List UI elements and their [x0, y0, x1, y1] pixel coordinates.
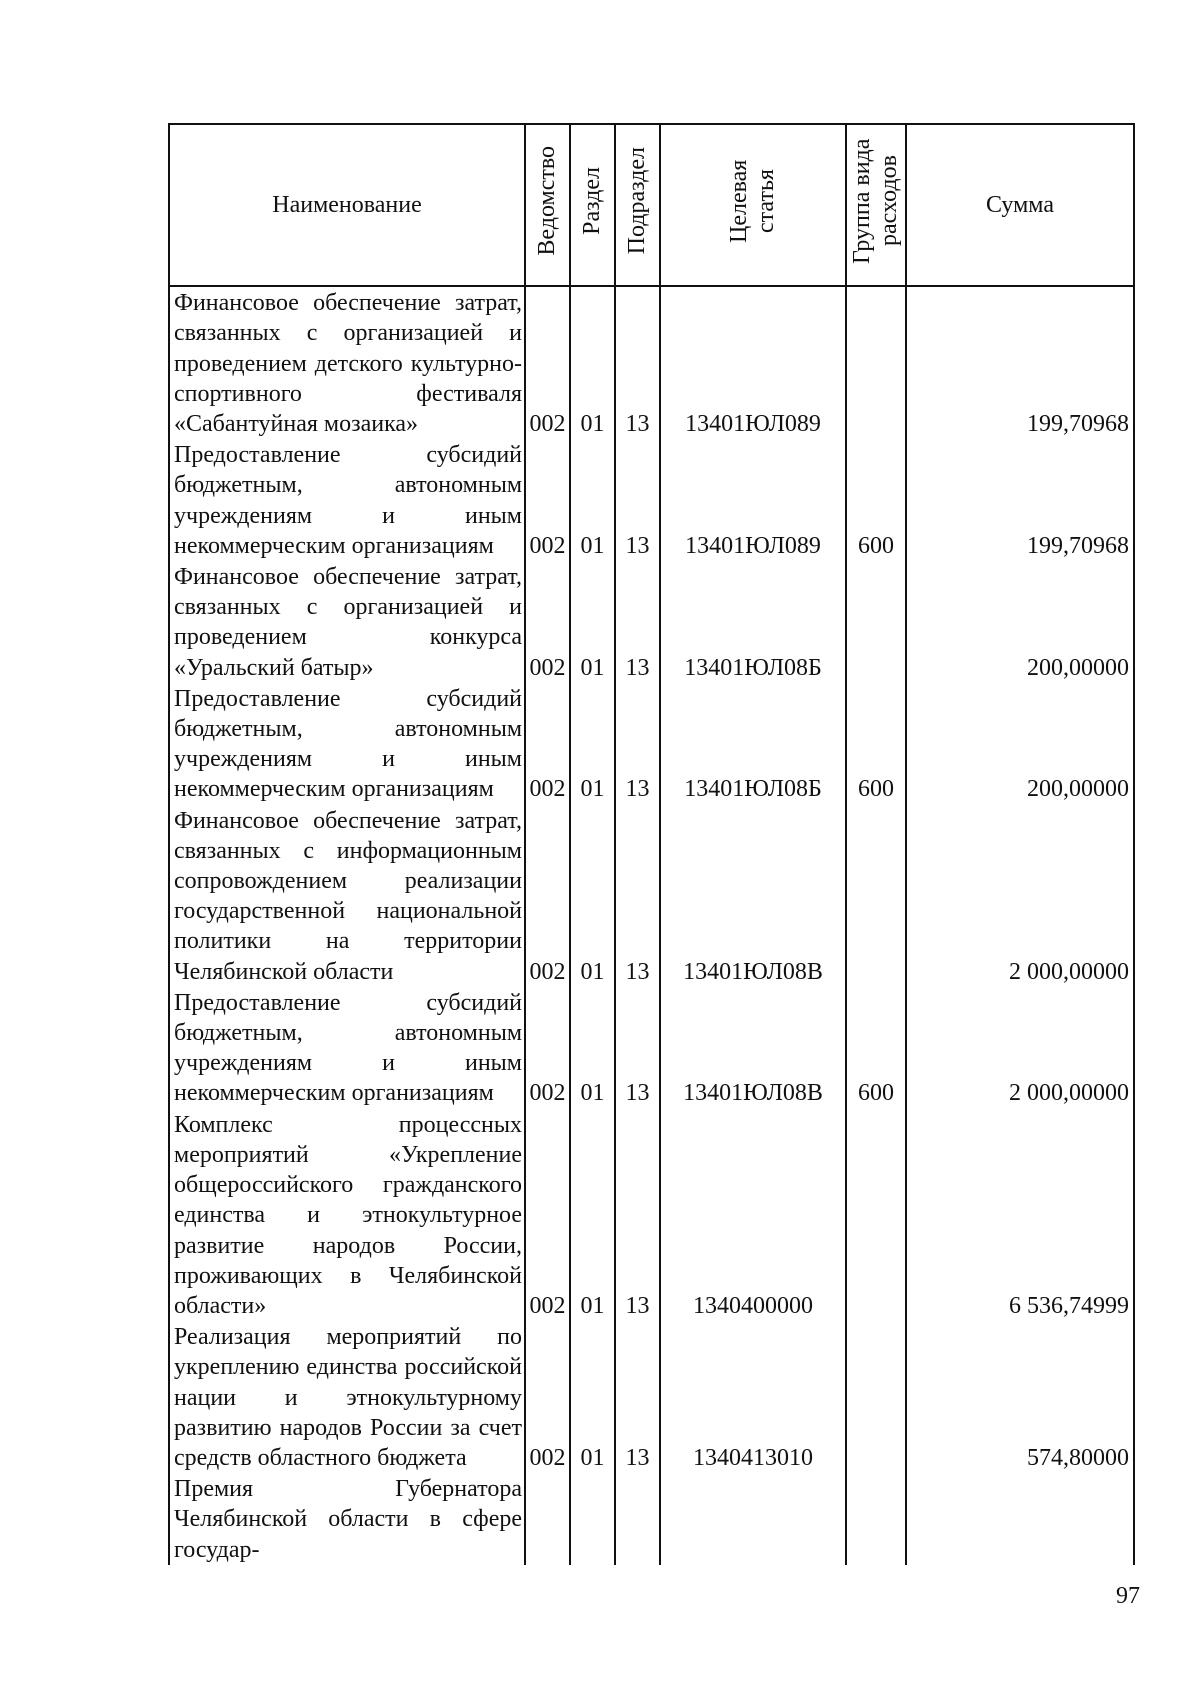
- row-celevaya-statya: 13401ЮЛ08В: [660, 987, 846, 1109]
- row-celevaya-statya: 1340400000: [660, 1109, 846, 1321]
- row-celevaya-statya: 1340413010: [660, 1321, 846, 1473]
- row-celevaya-statya: 13401ЮЛ089: [660, 439, 846, 561]
- row-razdel: 01: [570, 561, 615, 683]
- table-row: [169, 805, 1134, 987]
- row-summa: 574,80000: [906, 1321, 1134, 1473]
- header-vedomstvo: Ведомство: [525, 124, 570, 286]
- row-vedomstvo: 002: [525, 1321, 570, 1473]
- budget-table: [168, 123, 1135, 1565]
- row-name: Предоставление субсидий бюджетным, автономным учреждениям и иным некоммерческим организациям: [169, 683, 525, 805]
- row-gruppa: [846, 1473, 906, 1565]
- row-vedomstvo: 002: [525, 286, 570, 439]
- table-row: [169, 683, 1134, 805]
- header-gruppa-vida-rashodov: Группа вида расходов: [846, 124, 906, 286]
- table-row: [169, 1321, 1134, 1473]
- row-gruppa: 600: [846, 683, 906, 805]
- header-summa: Сумма: [906, 124, 1134, 286]
- row-vedomstvo: 002: [525, 1109, 570, 1321]
- header-razdel: Раздел: [570, 124, 615, 286]
- row-name: Комплекс процессных мероприятий «Укрепление общероссийского гражданского единства и этнокультурное развитие народов России, проживающих в Челябинской области»: [169, 1109, 525, 1321]
- row-razdel: 01: [570, 1321, 615, 1473]
- row-podrazdel: 13: [615, 1109, 660, 1321]
- row-celevaya-statya: 13401ЮЛ08В: [660, 805, 846, 987]
- row-summa: [906, 1473, 1134, 1565]
- row-name: Предоставление субсидий бюджетным, автономным учреждениям и иным некоммерческим организациям: [169, 439, 525, 561]
- row-razdel: 01: [570, 987, 615, 1109]
- row-vedomstvo: 002: [525, 987, 570, 1109]
- row-summa: 2 000,00000: [906, 805, 1134, 987]
- row-gruppa: [846, 1321, 906, 1473]
- page-number: 97: [1116, 1583, 1140, 1609]
- table-row: [169, 561, 1134, 683]
- row-gruppa: [846, 805, 906, 987]
- row-razdel: 01: [570, 805, 615, 987]
- row-name: Финансовое обеспечение затрат, связанных с организацией и проведением детского культурно-спортивного фестиваля «Сабантуйная мозаика»: [169, 286, 525, 439]
- row-celevaya-statya: [660, 1473, 846, 1565]
- row-gruppa: [846, 561, 906, 683]
- row-podrazdel: 13: [615, 439, 660, 561]
- row-vedomstvo: 002: [525, 439, 570, 561]
- row-podrazdel: [615, 1473, 660, 1565]
- row-name: Реализация мероприятий по укреплению единства российской нации и этнокультурному развитию народов России за счет средств областного бюджета: [169, 1321, 525, 1473]
- row-gruppa: [846, 286, 906, 439]
- row-summa: 199,70968: [906, 439, 1134, 561]
- row-podrazdel: 13: [615, 805, 660, 987]
- table-header-row: [169, 124, 1134, 286]
- header-celevaya-statya: Целевая статья: [660, 124, 846, 286]
- row-podrazdel: 13: [615, 561, 660, 683]
- row-gruppa: 600: [846, 439, 906, 561]
- row-summa: 200,00000: [906, 561, 1134, 683]
- row-celevaya-statya: 13401ЮЛ08Б: [660, 683, 846, 805]
- row-podrazdel: 13: [615, 286, 660, 439]
- row-podrazdel: 13: [615, 683, 660, 805]
- row-razdel: 01: [570, 286, 615, 439]
- row-vedomstvo: 002: [525, 805, 570, 987]
- header-podrazdel: Подраздел: [615, 124, 660, 286]
- row-gruppa: 600: [846, 987, 906, 1109]
- table-row: [169, 1473, 1134, 1565]
- row-celevaya-statya: 13401ЮЛ089: [660, 286, 846, 439]
- row-razdel: 01: [570, 683, 615, 805]
- row-summa: 6 536,74999: [906, 1109, 1134, 1321]
- row-celevaya-statya: 13401ЮЛ08Б: [660, 561, 846, 683]
- row-summa: 200,00000: [906, 683, 1134, 805]
- table-row: [169, 1109, 1134, 1321]
- header-name: Наименование: [169, 124, 525, 286]
- row-podrazdel: 13: [615, 1321, 660, 1473]
- table-row: [169, 987, 1134, 1109]
- row-razdel: 01: [570, 439, 615, 561]
- row-name: Предоставление субсидий бюджетным, автономным учреждениям и иным некоммерческим организациям: [169, 987, 525, 1109]
- row-podrazdel: 13: [615, 987, 660, 1109]
- row-summa: 199,70968: [906, 286, 1134, 439]
- row-summa: 2 000,00000: [906, 987, 1134, 1109]
- row-vedomstvo: 002: [525, 561, 570, 683]
- row-vedomstvo: 002: [525, 683, 570, 805]
- row-name: Финансовое обеспечение затрат, связанных с информационным сопровождением реализации государственной национальной политики на территории Челябинской области: [169, 805, 525, 987]
- row-vedomstvo: [525, 1473, 570, 1565]
- table-row: [169, 286, 1134, 439]
- row-razdel: 01: [570, 1109, 615, 1321]
- row-name: Финансовое обеспечение затрат, связанных с организацией и проведением конкурса «Уральский батыр»: [169, 561, 525, 683]
- row-gruppa: [846, 1109, 906, 1321]
- table-row: [169, 439, 1134, 561]
- row-name: Премия Губернатора Челябинской области в сфере государ-: [169, 1473, 525, 1565]
- row-razdel: [570, 1473, 615, 1565]
